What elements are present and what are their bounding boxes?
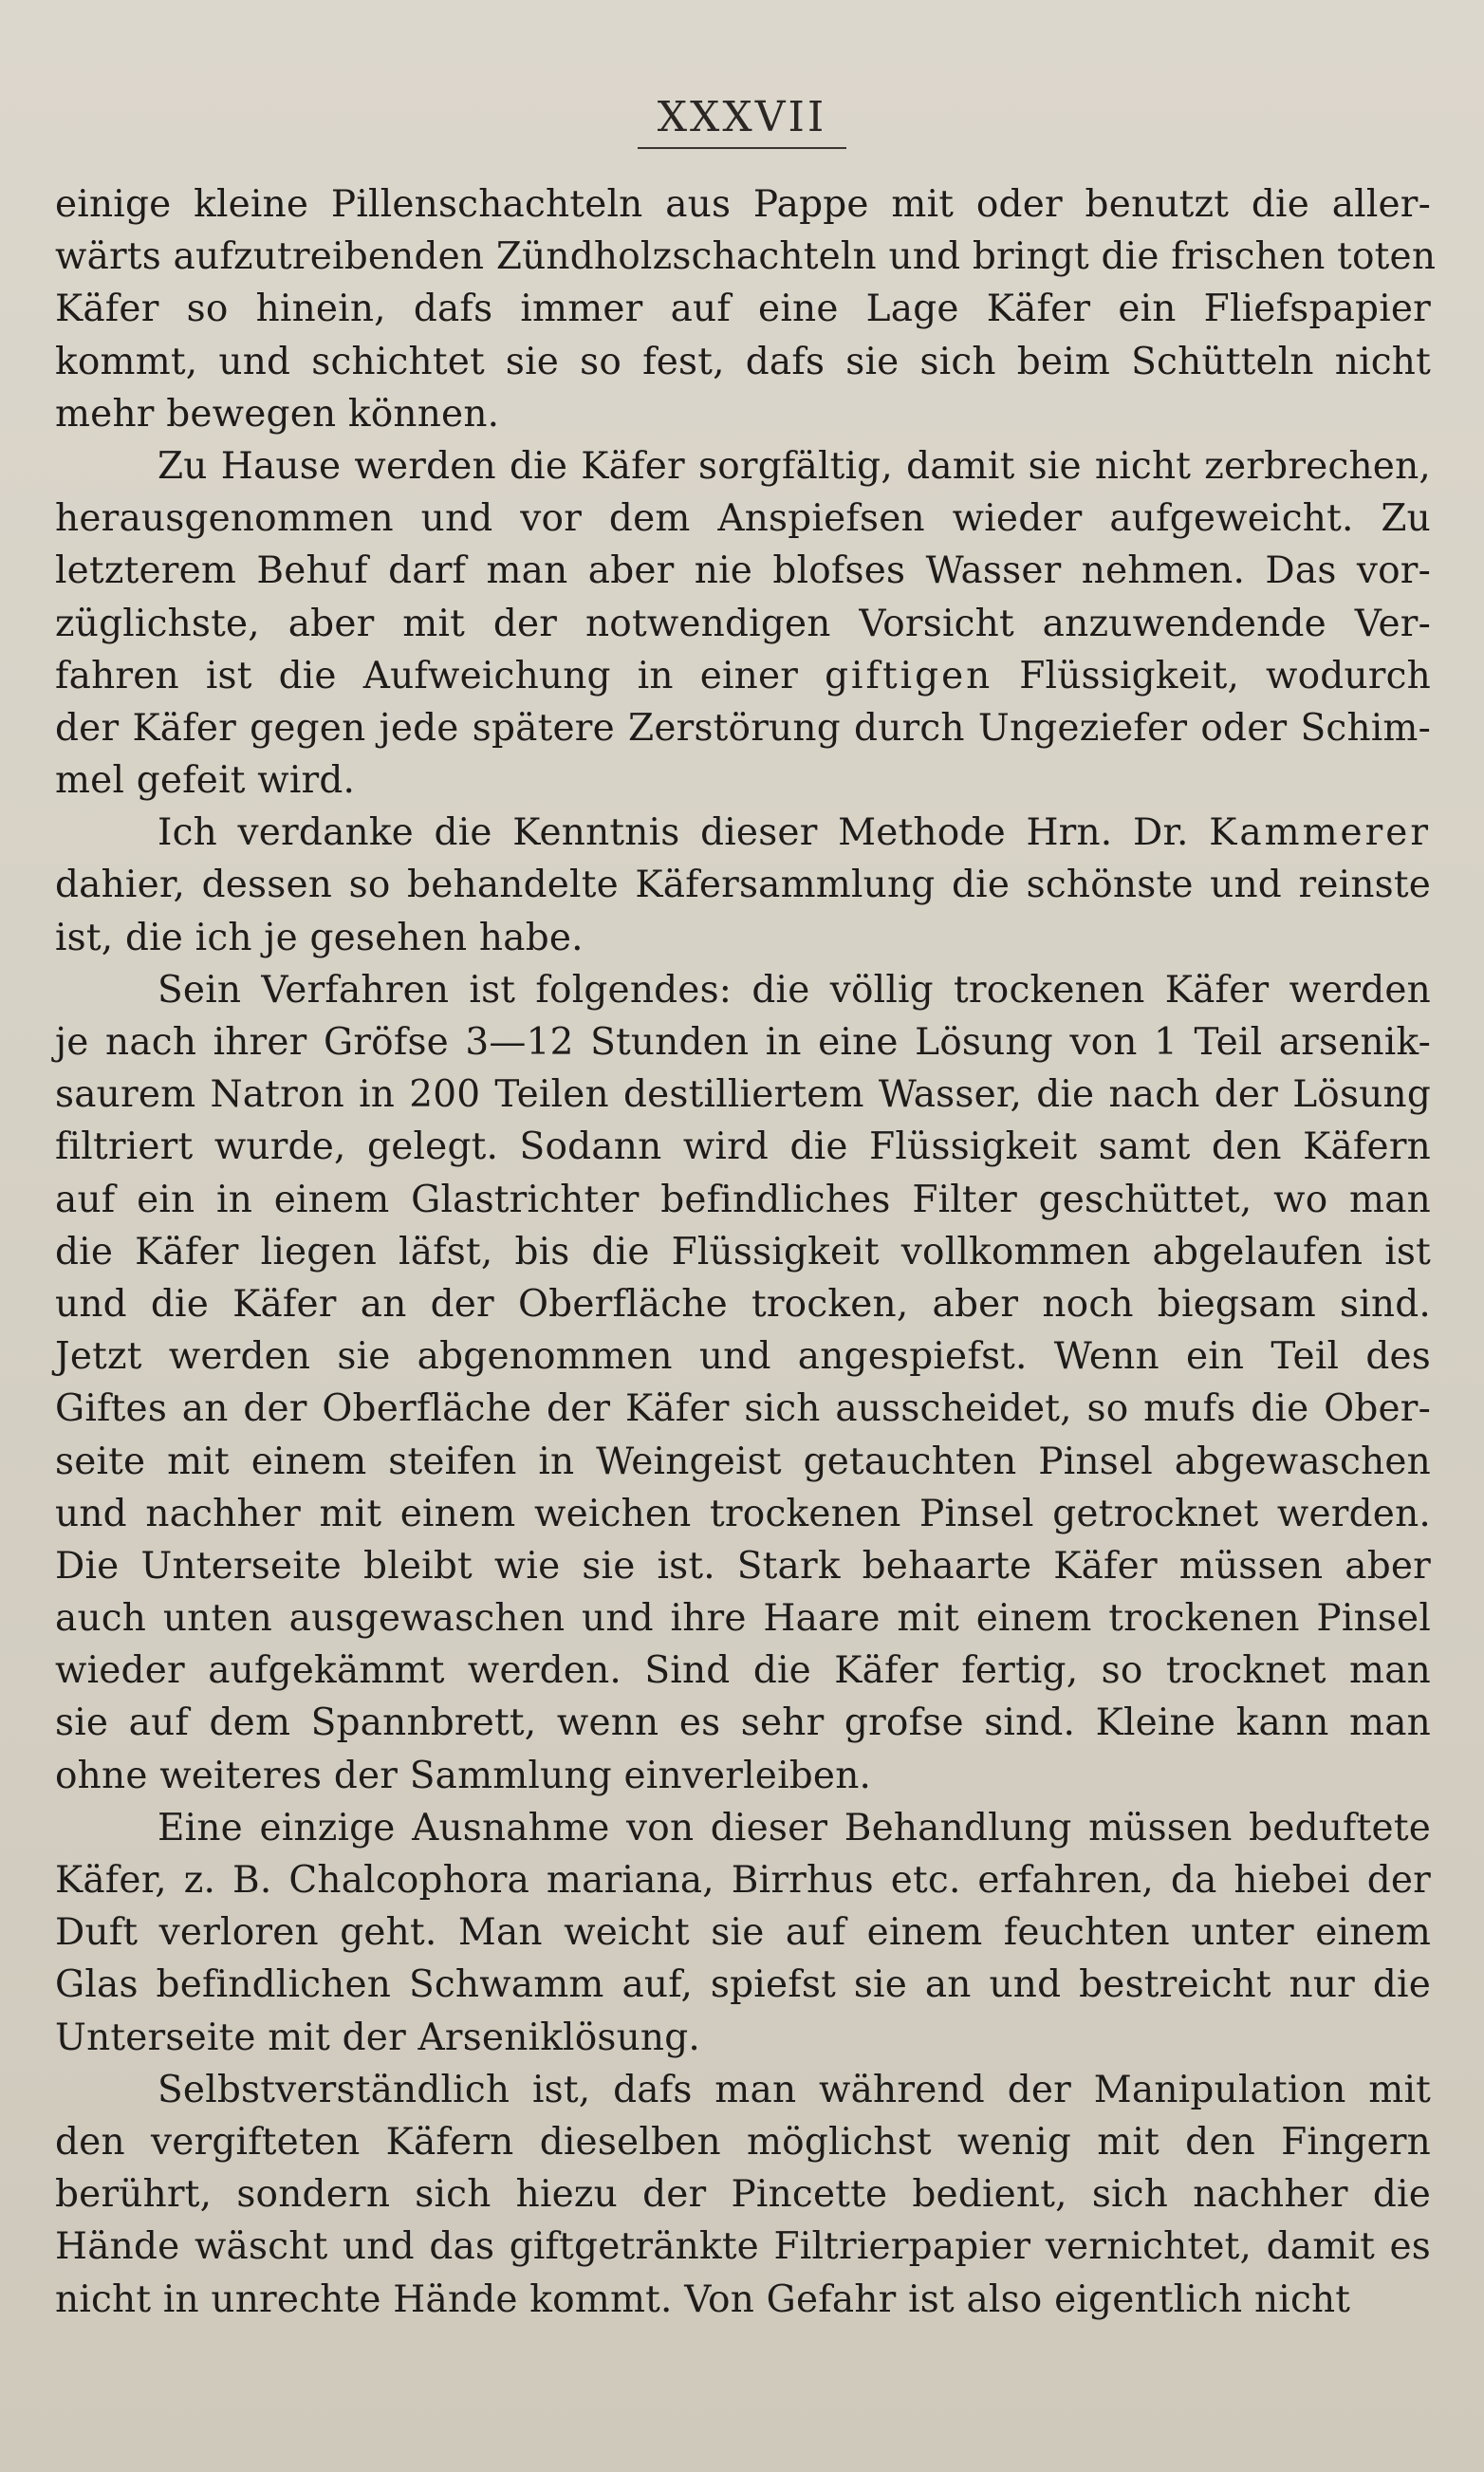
text-line: Ich verdanke die Kenntnis dieser Methode Hrn. Dr. Kammerer <box>158 811 1431 855</box>
text-line: Duft verloren geht. Man weicht sie auf einem feuchten unter einem <box>55 1911 1431 1955</box>
text-line: Käfer, z. B. Chalcophora mariana, Birrhus etc. erfahren, da hiebei der <box>55 1859 1431 1902</box>
text-line: fahren ist die Aufweichung in einer giftigen Flüssigkeit, wodurch <box>55 654 1431 697</box>
text-line: auch unten ausgewaschen und ihre Haare mit einem trockenen Pinsel <box>55 1597 1431 1641</box>
text-line: Unterseite mit der Arseniklösung. <box>55 2016 700 2059</box>
text-line: und die Käfer an der Oberfläche trocken, aber noch biegsam sind. <box>55 1282 1431 1326</box>
text-line: züglichste, aber mit der notwendigen Vorsicht anzuwendende Ver- <box>55 602 1431 645</box>
paragraph <box>55 807 1431 964</box>
text-line: je nach ihrer Gröfse 3—12 Stunden in eine Lösung von 1 Teil arsenik- <box>55 1021 1431 1064</box>
text-line: mel gefeit wird. <box>55 759 356 803</box>
text-line: Giftes an der Oberfläche der Käfer sich ausscheidet, so mufs die Ober- <box>55 1387 1431 1431</box>
paragraph <box>55 178 1437 440</box>
text-line: kommt, und schichtet sie so fest, dafs sie sich beim Schütteln nicht <box>55 340 1431 383</box>
text-line: die Käfer liegen läfst, bis die Flüssigkeit vollkommen abgelaufen ist <box>55 1230 1431 1273</box>
paragraph <box>55 2064 1431 2326</box>
text-line: der Käfer gegen jede spätere Zerstörung durch Ungeziefer oder Schim- <box>55 706 1431 750</box>
page-number: XXXVII <box>657 93 827 141</box>
text-line: Selbstverständlich ist, dafs man während der Manipulation mit <box>158 2068 1431 2111</box>
text-line: Hände wäscht und das giftgetränkte Filtrierpapier vernichtet, damit es <box>55 2225 1431 2269</box>
text-line: herausgenommen und vor dem Anspiefsen wieder aufgeweicht. Zu <box>55 497 1431 541</box>
text-line: wärts aufzutreibenden Zündholzschachteln und bringt die frischen toten <box>55 235 1437 279</box>
text-line: nicht in unrechte Hände kommt. Von Gefahr ist also eigentlich nicht <box>55 2277 1351 2321</box>
paragraph <box>55 440 1431 807</box>
text-line: Die Unterseite bleibt wie sie ist. Stark behaarte Käfer müssen aber <box>55 1544 1431 1588</box>
text-line: mehr bewegen können. <box>55 392 500 436</box>
text-line: und nachher mit einem weichen trockenen Pinsel getrocknet werden. <box>55 1492 1431 1535</box>
text-line: dahier, dessen so behandelte Käfersammlung die schönste und reinste <box>55 864 1431 907</box>
text-line: wieder aufgekämmt werden. Sind die Käfer fertig, so trocknet man <box>55 1649 1431 1693</box>
text-line: den vergifteten Käfern dieselben möglichst wenig mit den Fingern <box>55 2120 1431 2164</box>
text-line: berührt, sondern sich hiezu der Pincette bedient, sich nachher die <box>55 2173 1431 2217</box>
text-line: Glas befindlichen Schwamm auf, spiefst sie an und bestreicht nur die <box>55 1963 1431 2007</box>
text-line: einige kleine Pillenschachteln aus Pappe mit oder benutzt die aller- <box>55 183 1431 226</box>
paragraph <box>55 964 1431 1802</box>
text-line: Eine einzige Ausnahme von dieser Behandlung müssen beduftete <box>158 1806 1431 1849</box>
text-line: sie auf dem Spannbrett, wenn es sehr grofse sind. Kleine kann man <box>55 1701 1431 1745</box>
emphasis: Kammerer <box>1209 811 1431 855</box>
text-line: filtriert wurde, gelegt. Sodann wird die Flüssigkeit samt den Käfern <box>55 1125 1431 1169</box>
text-line: seite mit einem steifen in Weingeist getauchten Pinsel abgewaschen <box>55 1440 1431 1483</box>
text-line: Käfer so hinein, dafs immer auf eine Lage Käfer ein Fliefspapier <box>55 288 1431 331</box>
body-text <box>55 178 1437 2326</box>
emphasis: giftigen <box>825 654 993 697</box>
text-line: Sein Verfahren ist folgendes: die völlig trockenen Käfer werden <box>158 968 1431 1012</box>
text-line: ohne weiteres der Sammlung einverleiben. <box>55 1754 872 1797</box>
text-line: Zu Hause werden die Käfer sorgfältig, damit sie nicht zerbrechen, <box>158 444 1431 488</box>
text-line: letzterem Behuf darf man aber nie blofses Wasser nehmen. Das vor- <box>55 549 1431 593</box>
text-line: auf ein in einem Glastrichter befindliches Filter geschüttet, wo man <box>55 1178 1431 1221</box>
text-line: ist, die ich je gesehen habe. <box>55 916 584 959</box>
text-line: saurem Natron in 200 Teilen destilliertem Wasser, die nach der Lösung <box>55 1073 1431 1117</box>
paragraph <box>55 1802 1431 2064</box>
header-rule <box>638 147 846 149</box>
text-line: Jetzt werden sie abgenommen und angespiefst. Wenn ein Teil des <box>55 1335 1431 1379</box>
